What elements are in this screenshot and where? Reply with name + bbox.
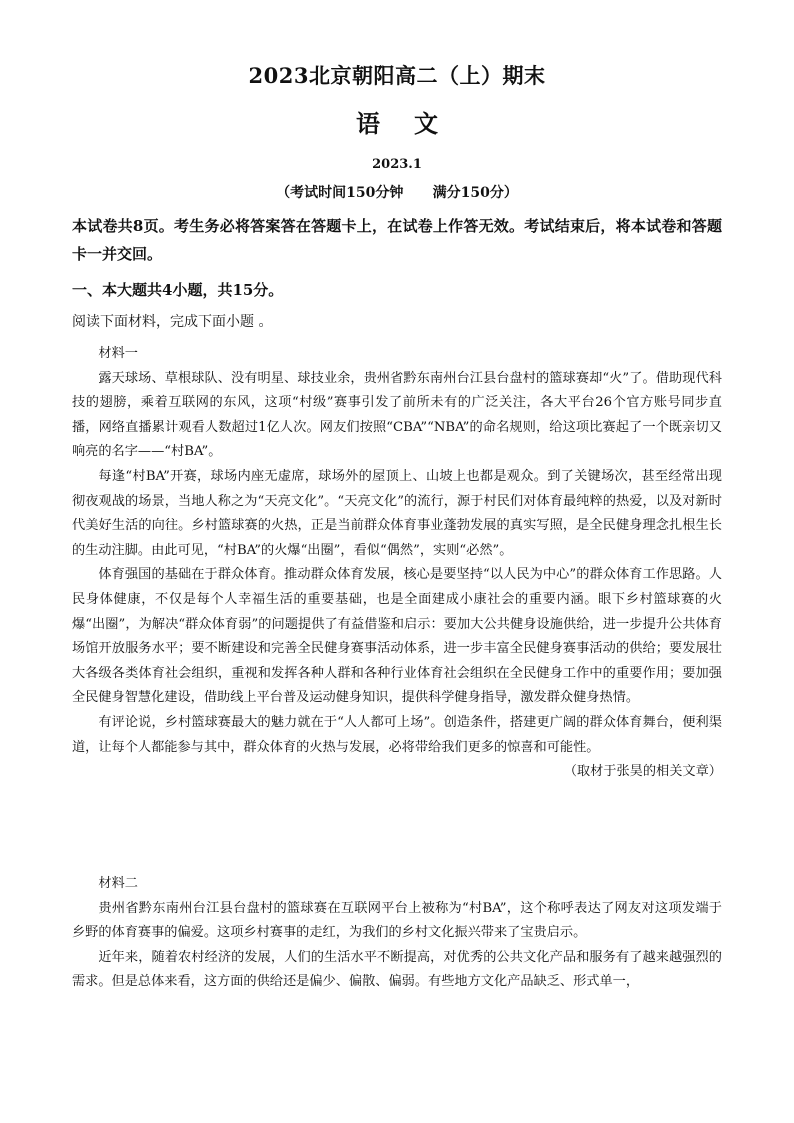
material-label: 材料一: [98, 346, 138, 361]
exam-date: 2023.1: [372, 157, 422, 172]
section-heading: 一、本大题共4小题，共15分。: [72, 281, 284, 299]
source-citation: （取材于张昊的相关文章）: [563, 764, 722, 780]
paragraph: 贵州省黔东南州台江县台盘村的篮球赛在互联网平台上被称为“村BA”，这个称呼表达了网友对这项发端于乡野的体育赛事的偏爱。这项乡村赛事的走红，为我们的乡村文化振兴带来了宝贵启示。: [72, 900, 722, 941]
material-label: 材料二: [98, 876, 138, 891]
exam-title: 2023北京朝阳高二（上）期末: [248, 63, 546, 88]
paragraph: 体育强国的基础在于群众体育。推动群众体育发展，核心是要坚持“以人民为中心”的群众体育工作思路。人民身体健康，不仅是每个人幸福生活的重要基础，也是全面建成小康社会的重要内涵。眼下乡村篮球赛的火爆“出圈”，为解决“群众体育弱”的问题提供了有益借鉴和启示：要加大公共健身设施供给，进一步提升公共体育场馆开放服务水平；要不断建设和完善全民健身赛事活动体系，进一步丰富全民健身赛事活动的供给；要发展壮大各级各类体育社会组织，重视和发挥各种人群和各种行业体育社会组织在全民健身工作中的重要作用；要加强全民健身智慧化建设，借助线上平台普及运动健身知识，提供科学健身指导，激发群众健身热情。: [72, 567, 722, 706]
paragraph: 有评论说，乡村篮球赛最大的魅力就在于“人人都可上场”。创造条件，搭建更广阔的群众体育舞台，便利渠道，让每个人都能参与其中，群众体育的火热与发展，必将带给我们更多的惊喜和可能性。: [72, 714, 722, 755]
reading-prompt: 阅读下面材料，完成下面小题 。: [72, 314, 273, 330]
paragraph: 近年来，随着农村经济的发展，人们的生活水平不断提高，对优秀的公共文化产品和服务有了越来越强烈的需求。但是总体来看，这方面的供给还是偏少、偏散、偏弱。有些地方文化产品缺乏、形式单一，: [72, 949, 722, 990]
exam-instructions: 本试卷共8页。考生务必将答案答在答题卡上，在试卷上作答无效。考试结束后，将本试卷和答题卡一并交回。: [72, 217, 722, 263]
subject-heading: 语文: [356, 109, 472, 138]
material-two: [72, 872, 722, 995]
paragraph: 每逢“村BA”开赛，球场内座无虚席，球场外的屋顶上、山坡上也都是观众。到了关键场次，甚至经常出现彻夜观战的场景，当地人称之为“天亮文化”。“天亮文化”的流行，源于村民们对体育最纯粹的热爱，以及对新时代美好生活的向往。乡村篮球赛的火热，正是当前群众体育事业蓬勃发展的真实写照，是全民健身理念扎根生长的生动注脚。由此可见，“村BA”的火爆“出圈”，看似“偶然”，实则“必然”。: [72, 468, 722, 558]
paragraph: 露天球场、草根球队、没有明星、球技业余，贵州省黔东南州台江县台盘村的篮球赛却“火”了。借助现代科技的翅膀，乘着互联网的东风，这项“村级”赛事引发了前所未有的广泛关注，各大平台26个官方账号同步直播，网络直播累计观看人数超过1亿人次。网友们按照“CBA”“NBA”的命名规则，给这项比赛起了一个既亲切又响亮的名字——“村BA”。: [72, 370, 722, 460]
material-one: [72, 342, 722, 785]
exam-time-score: （考试时间150分钟 满分150分）: [276, 185, 518, 201]
